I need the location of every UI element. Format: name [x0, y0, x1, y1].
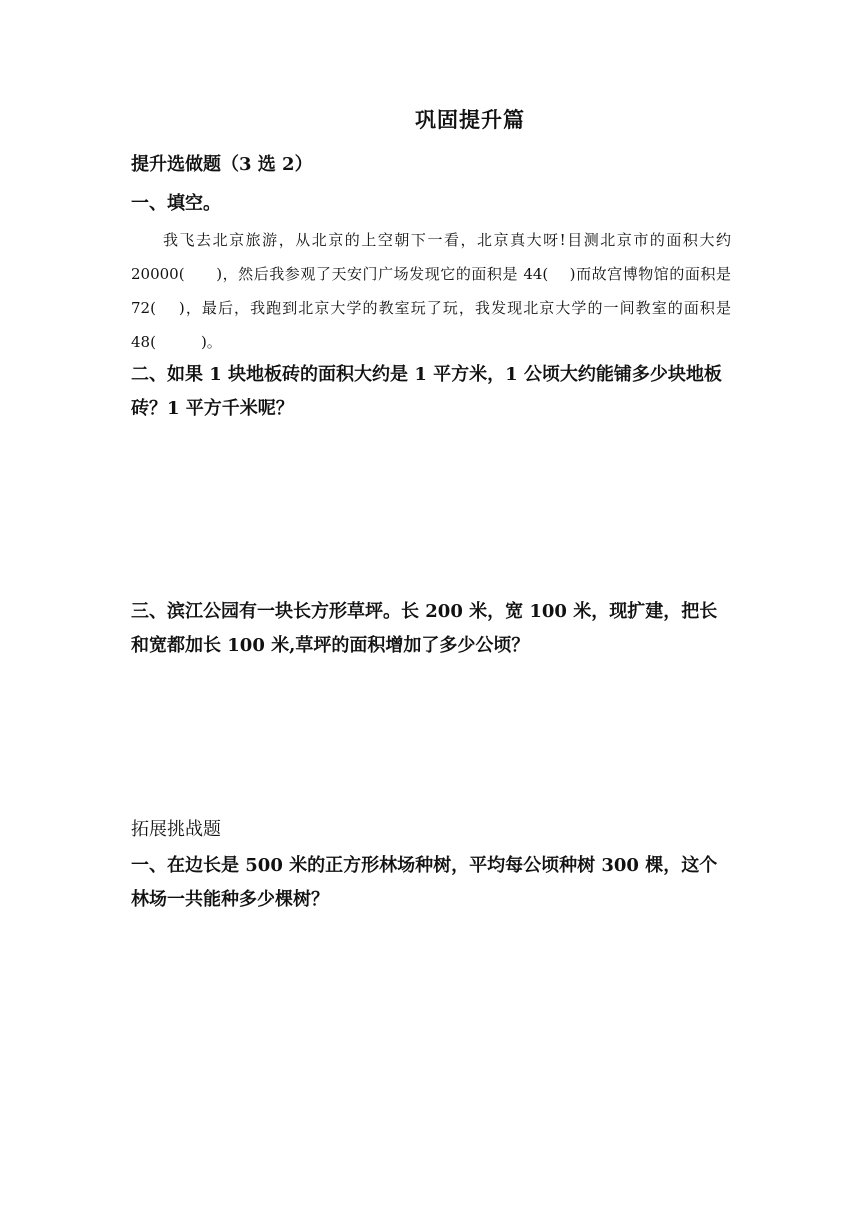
question-3-text: 三、滨江公园有一块长方形草坪。长 200 米，宽 100 米，现扩建，把长和宽都加长 100 米,草坪的面积增加了多少公顷？	[131, 601, 718, 656]
question-2-text: 二、如果 1 块地板砖的面积大约是 1 平方米，1 公顷大约能铺多少块地板砖？1 平方千米呢？	[131, 364, 722, 419]
page-title	[0, 104, 860, 134]
challenge-question-1-text: 一、在边长是 500 米的正方形林场种树，平均每公顷种树 300 棵，这个林场一共能种多少棵树？	[131, 855, 718, 910]
question-1-text: 我飞去北京旅游，从北京的上空朝下一看，北京真大呀!目测北京市的面积大约 20000( )，然后我参观了天安门广场发现它的面积是 44( )而故宫博物馆的面积是 72( )，最后，我跑到北京大学的教室玩了玩，我发现北京大学的一间教室的面积是 48( )。	[131, 231, 731, 351]
section-heading-challenge: 拓展挑战题	[131, 819, 221, 840]
section-heading-optional: 提升选做题（3 选 2）	[131, 154, 313, 175]
page-title-text: 巩固提升篇	[415, 107, 525, 132]
question-1-heading: 一、填空。	[131, 193, 221, 214]
